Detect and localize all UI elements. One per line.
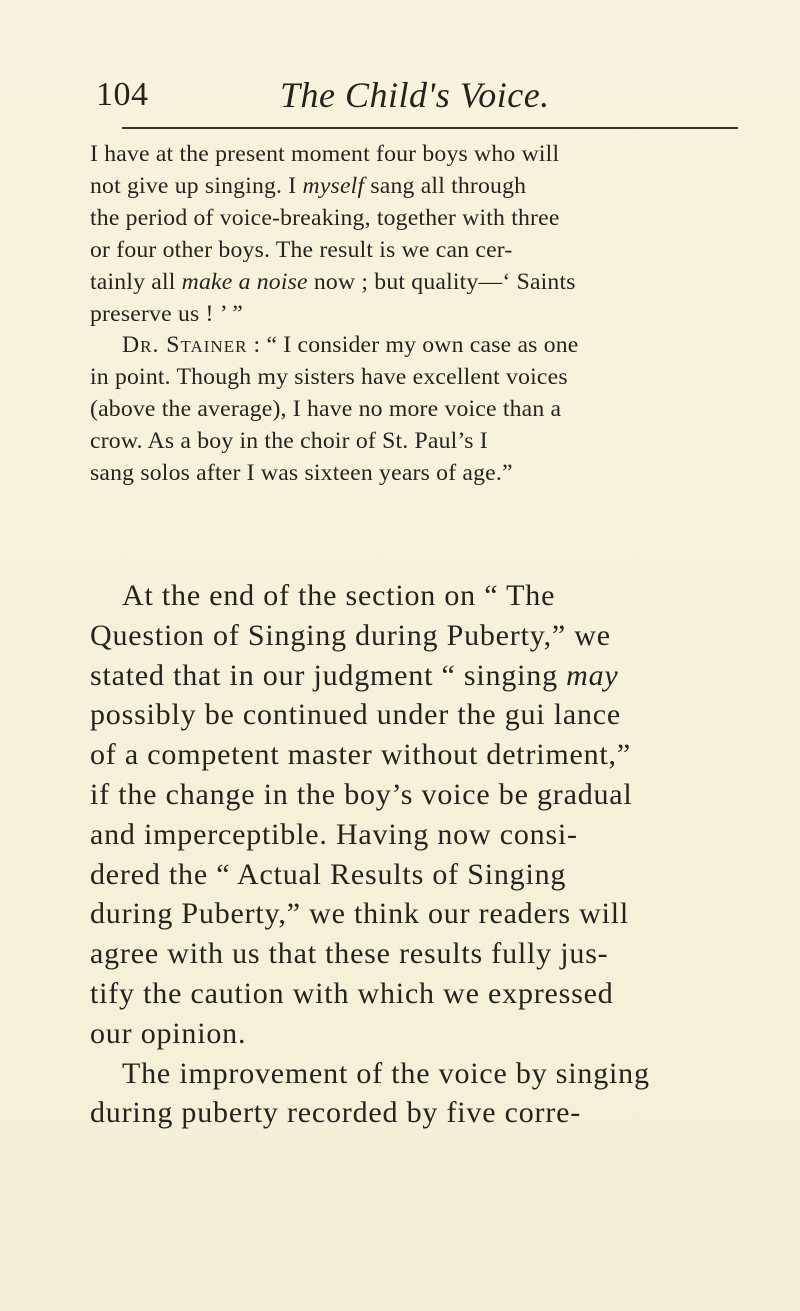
- text-line: tainly all make a noise now ; but quality—‘ Saints: [90, 268, 576, 295]
- page-number: 104: [96, 76, 149, 113]
- text-line: crow. As a boy in the choir of St. Paul’s I: [90, 428, 488, 455]
- text-line: possibly be continued under the gui lance: [90, 698, 622, 732]
- speaker-name: Dr. Stainer: [122, 332, 248, 359]
- header-rule: [122, 127, 738, 129]
- text-line: sang solos after I was sixteen years of age.”: [90, 460, 513, 487]
- text-line: tify the caution with which we expressed: [90, 976, 614, 1010]
- text-line: the period of voice-breaking, together with three: [90, 204, 560, 231]
- text-line: our opinion.: [90, 1016, 247, 1050]
- text-line: not give up singing. I myself sang all through: [90, 172, 527, 199]
- text-line: preserve us ! ’ ”: [90, 300, 243, 327]
- page-header: [78, 72, 742, 120]
- text-line: during Puberty,” we think our readers will: [90, 897, 630, 931]
- text-line: and imperceptible. Having now consi-: [90, 817, 578, 851]
- text-line: stated that in our judgment “ singing may: [90, 658, 619, 692]
- text-line: At the end of the section on “ The: [122, 579, 556, 612]
- text-line: if the change in the boy’s voice be gradual: [90, 777, 633, 811]
- text-line: The improvement of the voice by singing: [122, 1056, 650, 1090]
- text-line: Dr. Stainer : “ I consider my own case as one: [122, 332, 579, 359]
- running-title: The Child's Voice.: [280, 75, 550, 115]
- text-line: agree with us that these results fully jus-: [90, 937, 609, 971]
- text-line: in point. Though my sisters have excellent voices: [90, 364, 568, 391]
- text-line: I have at the present moment four boys who will: [90, 141, 560, 167]
- text-line: (above the average), I have no more voice than a: [90, 396, 562, 423]
- quoted-letter-text: [90, 139, 770, 490]
- text-line: of a competent master without detriment,”: [90, 738, 631, 772]
- text-line: Question of Singing during Puberty,” we: [90, 618, 611, 652]
- body-text: [90, 576, 780, 1133]
- text-line: or four other boys. The result is we can cer-: [90, 236, 513, 263]
- text-line: dered the “ Actual Results of Singing: [90, 857, 567, 891]
- text-line: during puberty recorded by five corre-: [90, 1096, 582, 1130]
